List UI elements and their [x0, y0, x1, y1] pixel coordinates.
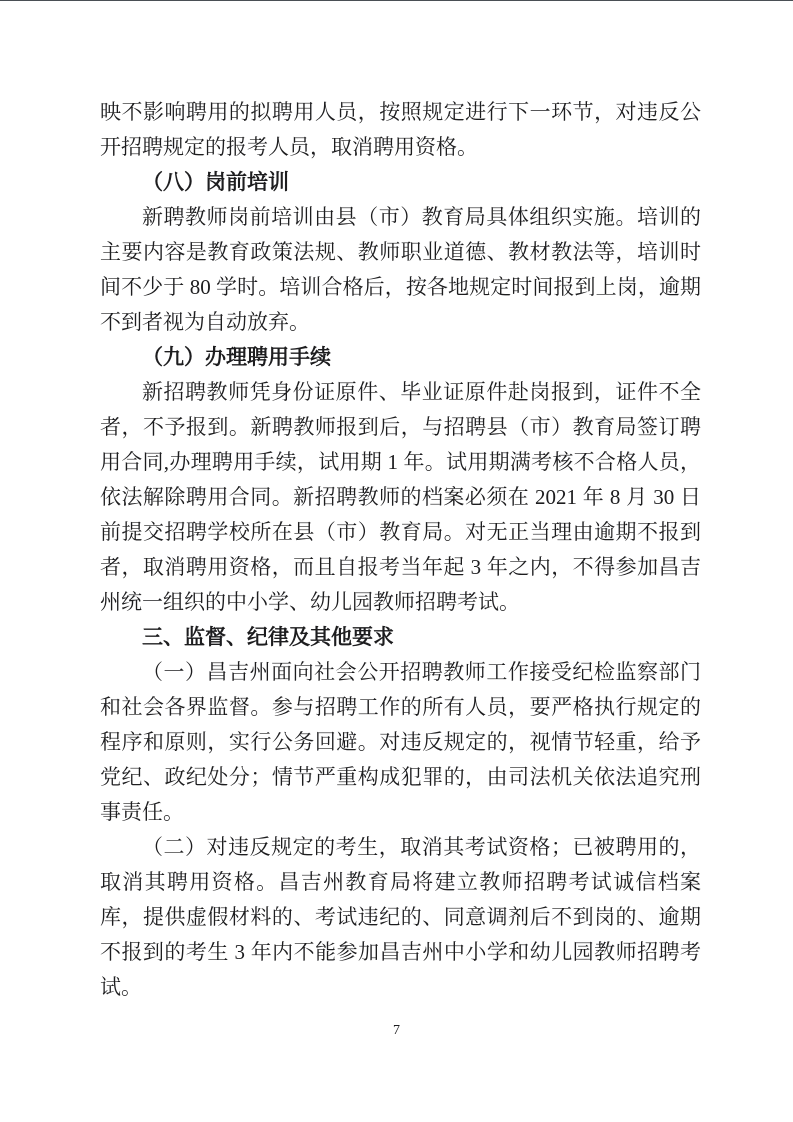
- paragraph-continuation: 映不影响聘用的拟聘用人员，按照规定进行下一环节，对违反公开招聘规定的报考人员，取消聘用资格。: [100, 100, 701, 159]
- document-body: [100, 95, 701, 1005]
- paragraph: 新招聘教师凭身份证原件、毕业证原件赴岗报到，证件不全者，不予报到。新聘教师报到后，与招聘县（市）教育局签订聘用合同,办理聘用手续，试用期 1 年。试用期满考核不合格人员，依法解除聘用合同。新招聘教师的档案必须在 2021 年 8 月 30 日前提交招聘学校所在县（市）教育局。对无正当理由逾期不报到者，取消聘用资格，而且自报考当年起 3 年之内，不得参加昌吉州统一组织的中小学、幼儿园教师招聘考试。: [100, 380, 701, 614]
- paragraph: （二）对违反规定的考生，取消其考试资格；已被聘用的，取消其聘用资格。昌吉州教育局将建立教师招聘考试诚信档案库，提供虚假材料的、考试违纪的、同意调剂后不到岗的、逾期不报到的考生 3 年内不能参加昌吉州中小学和幼儿园教师招聘考试。: [100, 835, 701, 999]
- paragraph: （一）昌吉州面向社会公开招聘教师工作接受纪检监察部门和社会各界监督。参与招聘工作的所有人员，要严格执行规定的程序和原则，实行公务回避。对违反规定的，视情节轻重，给予党纪、政纪处分；情节严重构成犯罪的，由司法机关依法追究刑事责任。: [100, 660, 701, 824]
- paragraph: 新聘教师岗前培训由县（市）教育局具体组织实施。培训的主要内容是教育政策法规、教师职业道德、教材教法等，培训时间不少于 80 学时。培训合格后，按各地规定时间报到上岗，逾期不到者视为自动放弃。: [100, 205, 701, 334]
- section-heading-supervision-discipline: 三、监督、纪律及其他要求: [142, 625, 394, 649]
- page-number: 7: [393, 1023, 400, 1038]
- section-heading-employment-procedures: （九）办理聘用手续: [142, 345, 331, 369]
- section-heading-pre-job-training: （八）岗前培训: [142, 170, 289, 194]
